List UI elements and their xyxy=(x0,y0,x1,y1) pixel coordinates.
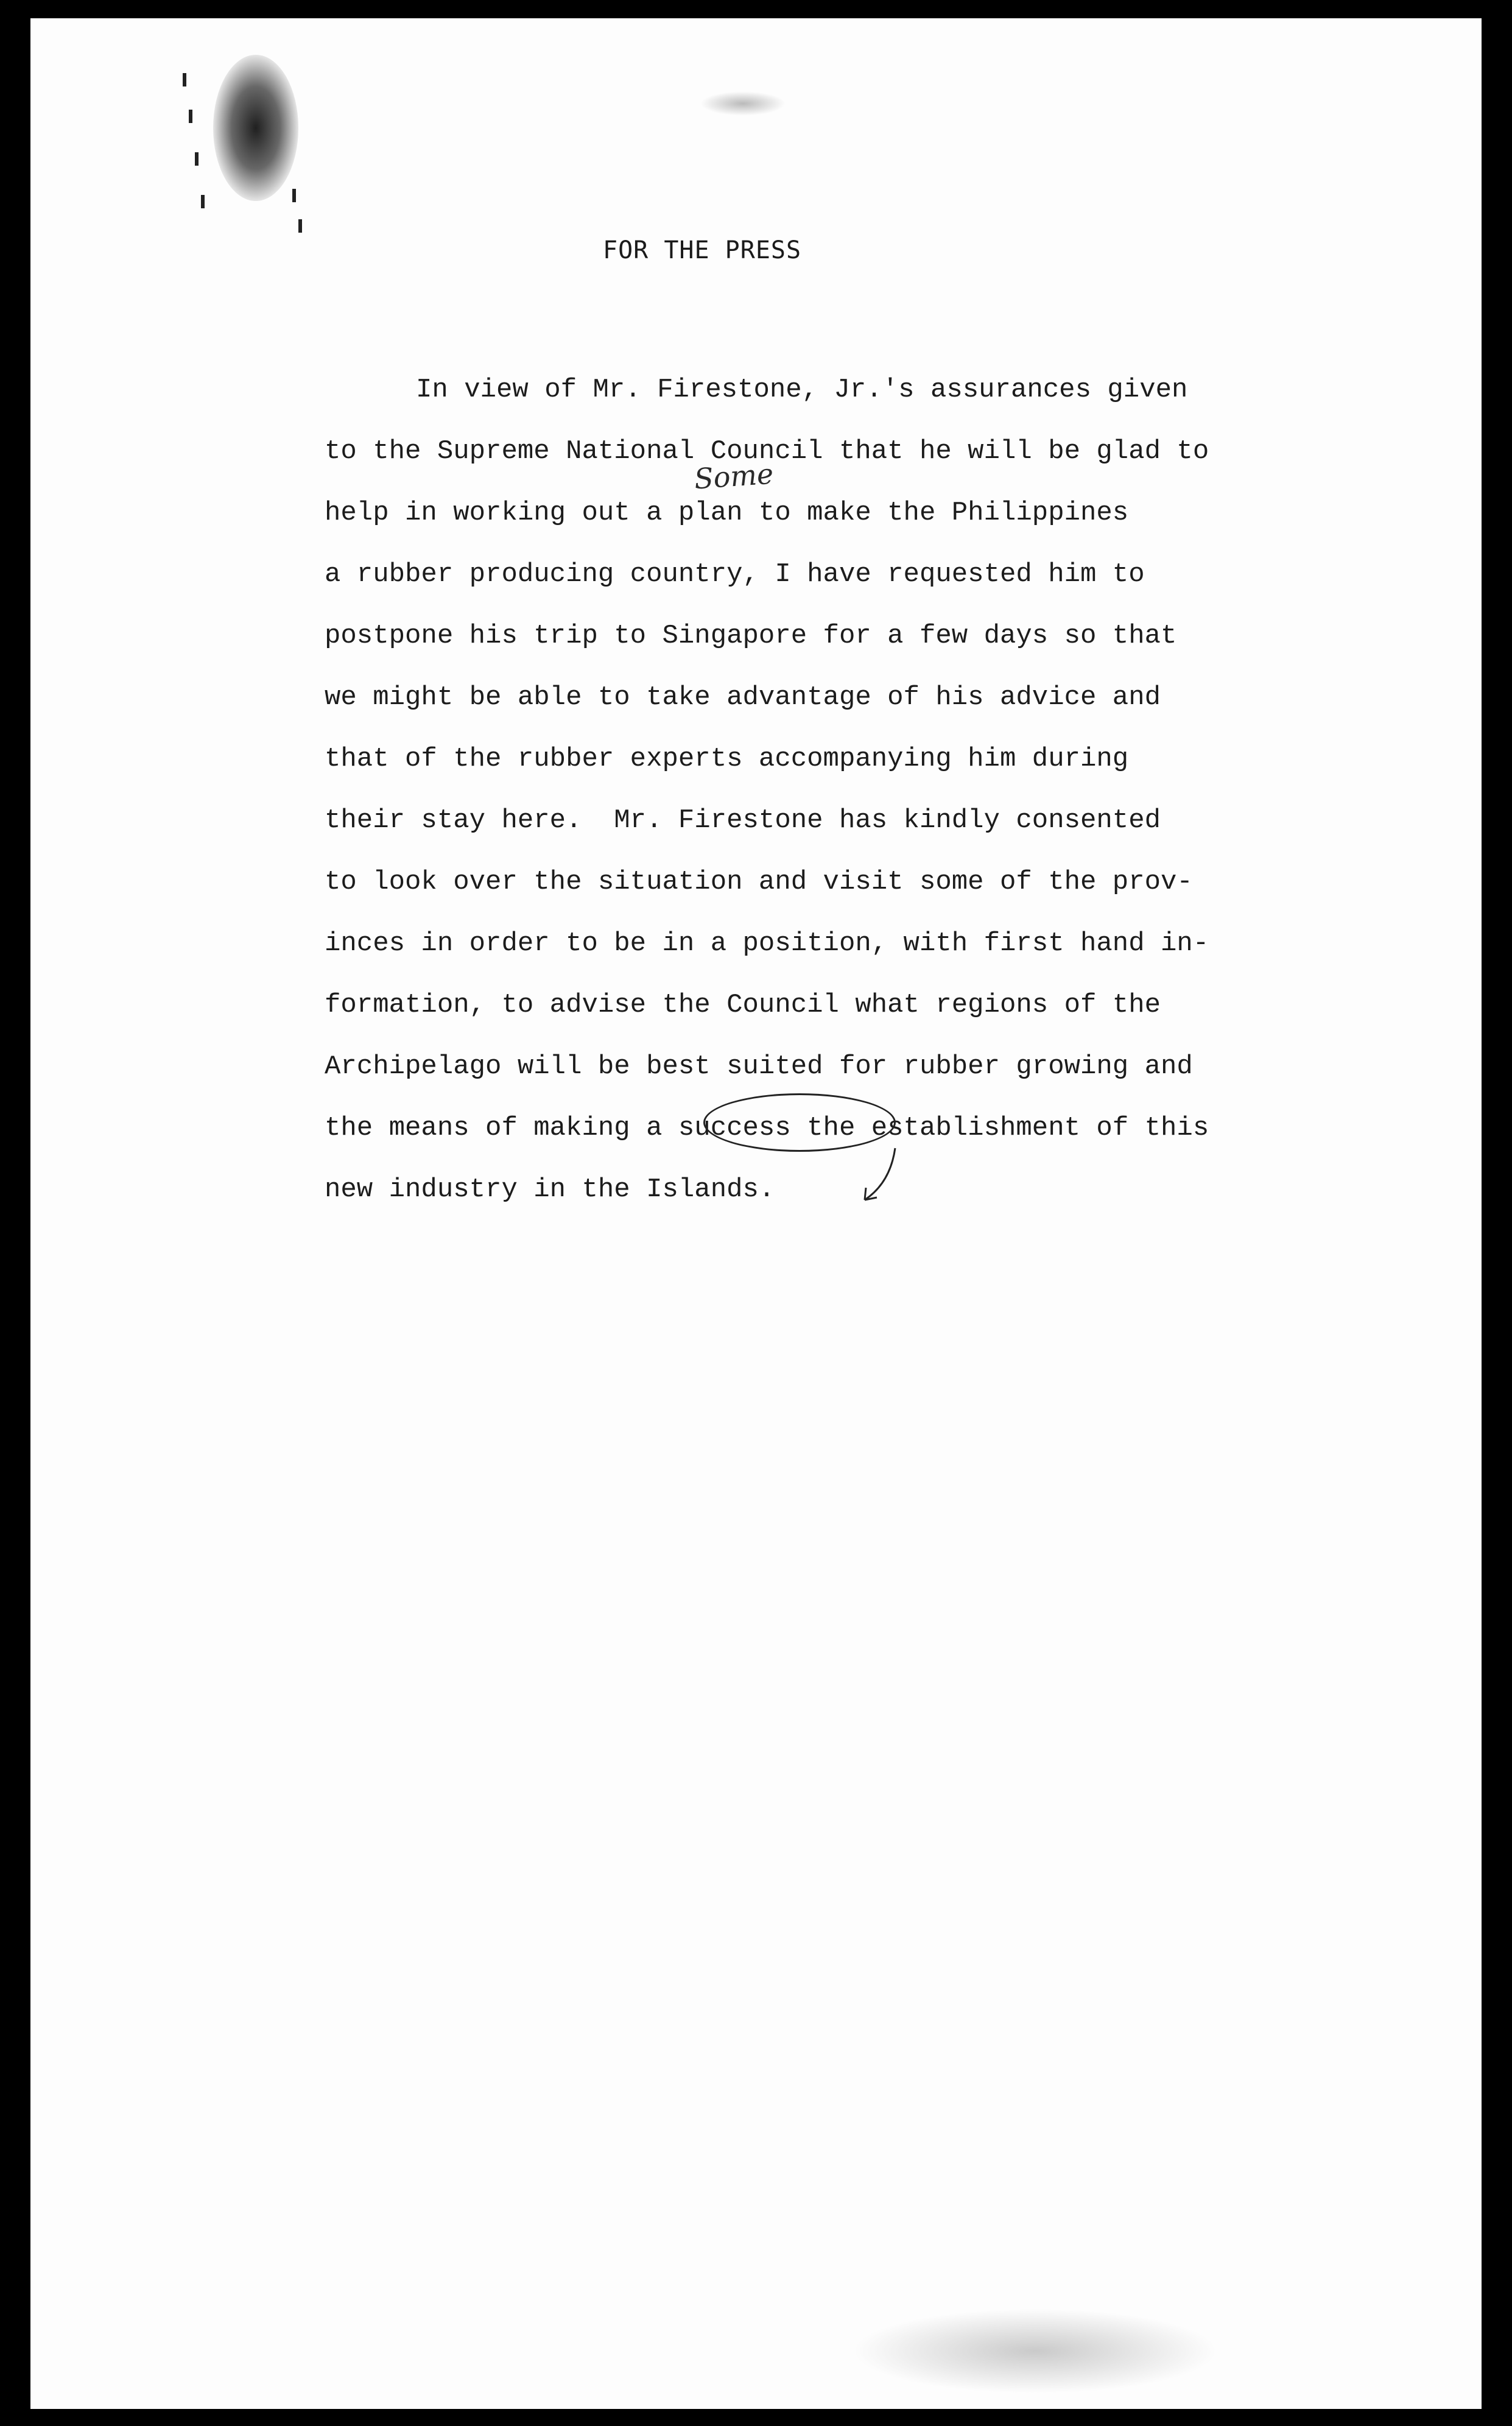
handwritten-circle-mark xyxy=(703,1093,896,1152)
handwritten-arrow-mark xyxy=(859,1145,907,1206)
body-line: postpone his trip to Singapore for a few days so that xyxy=(325,621,1177,651)
body-line: Archipelago will be best suited for rubber growing and xyxy=(325,1051,1193,1082)
body-line: formation, to advise the Council what regions of the xyxy=(325,990,1161,1020)
body-line: we might be able to take advantage of his advice and xyxy=(325,682,1161,713)
document-title: FOR THE PRESS xyxy=(603,236,802,264)
body-line: to the Supreme National Council that he will be glad to xyxy=(325,436,1209,467)
body-line: inces in order to be in a position, with first hand in- xyxy=(325,928,1209,959)
document-body xyxy=(325,359,1384,1221)
paper-smudge-bottom xyxy=(853,2308,1218,2394)
handwritten-correction: Some xyxy=(693,457,775,496)
document-page xyxy=(30,18,1482,2409)
body-line: to look over the situation and visit some of the prov- xyxy=(325,867,1193,897)
body-line: In view of Mr. Firestone, Jr.'s assurances given xyxy=(416,375,1188,405)
paper-smudge-top xyxy=(700,91,786,116)
body-line: a rubber producing country, I have requested him to xyxy=(325,559,1145,590)
body-line: the means of making a success the establishment of this xyxy=(325,1113,1209,1143)
body-line: new industry in the Islands. xyxy=(325,1174,775,1205)
body-line: help in working out a plan to make the Philippines xyxy=(325,498,1129,528)
body-line: their stay here. Mr. Firestone has kindly consented xyxy=(325,805,1161,836)
body-line: that of the rubber experts accompanying him during xyxy=(325,744,1129,774)
punch-hole-marks xyxy=(183,73,304,231)
